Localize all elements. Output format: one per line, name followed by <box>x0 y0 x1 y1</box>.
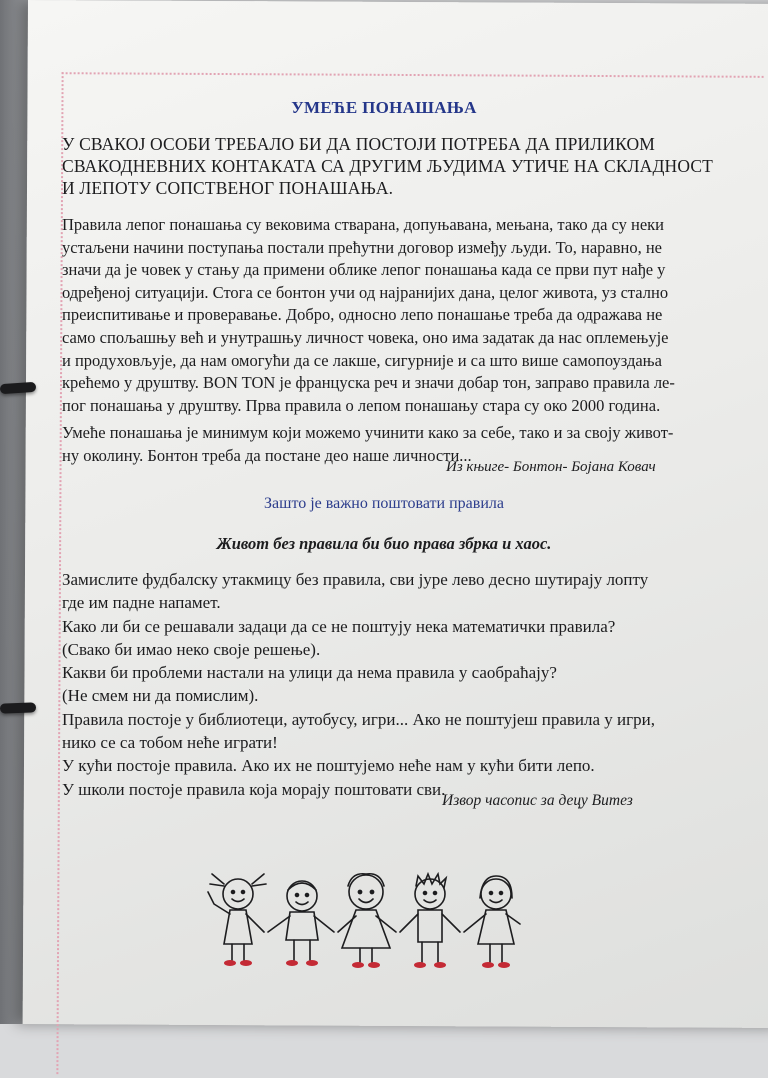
paragraph-line: ну околину. Бонтон треба да постане део наше личности... <box>62 445 472 465</box>
lead-line: СВАКОДНЕВНИХ КОНТАКАТА СА ДРУГИМ ЉУДИМА УТИЧЕ НА СКЛАДНОСТ <box>62 156 713 176</box>
lead-paragraph <box>62 133 752 199</box>
paragraph-line: (Свако би имао неко своје решење). <box>62 639 321 659</box>
citation-book: Из књиге- Бонтон- Бојана Ковач <box>446 459 656 475</box>
paragraph-line: значи да је човек у стању да примени облике лепог понашања када се први пут нађе у <box>62 260 666 280</box>
child-figure <box>464 876 520 962</box>
paragraph-line: и продуховљује, да нам омогући да се лакше, сигурније и са што више самопоуздања <box>62 350 662 370</box>
paragraph-line: Замислите фудбалску утакмицу без правила, сви јуре лево десно шутирају лопту <box>62 570 649 589</box>
paragraph-examples <box>62 568 752 801</box>
paragraph-line: нико се са тобом неће играти! <box>62 733 278 753</box>
paragraph-line: (Не смем ни да помислим). <box>62 686 259 706</box>
lead-line: У СВАКОЈ ОСОБИ ТРЕБАЛО БИ ДА ПОСТОЈИ ПОТРЕБА ДА ПРИЛИКОМ <box>62 134 655 154</box>
child-figure <box>268 881 334 960</box>
paragraph-line: само спољашњу већ и унутрашњу личност човека, оно има задатак да нас оплемењује <box>62 327 669 347</box>
paragraph-line: пог понашања у друштву. Прва правила о лепом понашању стара су око 2000 година. <box>62 395 661 415</box>
children-holding-hands-illustration <box>190 862 550 977</box>
paragraph-line: У школи постоје правила која морају поштовати сви. <box>62 779 446 799</box>
paragraph-line: У кући постоје правила. Ако их не поштујемо неће нам у кући бити лепо. <box>62 756 595 776</box>
bold-statement: Живот без правила би био права збрка и хаос. <box>216 534 552 553</box>
paragraph-line: устаљени начини поступања постали прећутни договор између људи. То, наравно, не <box>62 237 662 257</box>
paragraph-line: Правила лепог понашања су вековима стварана, допуњавана, мењана, тако да су неки <box>62 215 665 234</box>
paragraph-line: одређеној ситуацији. Стога се бонтон учи од најранијих дана, целог живота, уз стално <box>62 282 669 302</box>
paragraph-line: Како ли би се решавали задаци да се не поштују нека математички правила? <box>62 616 616 636</box>
child-figure <box>400 874 460 962</box>
child-figure <box>208 874 266 960</box>
document-title: УМЕЋЕ ПОНАШАЊА <box>291 98 477 117</box>
paragraph-line: преиспитивање и проверавање. Добро, односно лепо понашање треба да одражава не <box>62 305 663 325</box>
citation-magazine: Извор часопис за децу Витез <box>442 792 633 809</box>
child-figure <box>338 874 396 962</box>
paragraph-line: Правила постоје у библиотеци, аутобусу, игри... Ако не поштујеш правила у игри, <box>62 709 655 729</box>
paragraph-line: где им падне напамет. <box>62 593 221 613</box>
paragraph-line: Умеће понашања је минимум који можемо учинити како за себе, тако и за своју живот- <box>62 423 674 442</box>
paragraph-line: крећемо у друштву. BON TON је француска реч и значи добар тон, заправо правила ле- <box>62 373 675 393</box>
section-subheading: Зашто је важно поштовати правила <box>264 495 504 512</box>
paragraph-bonton-history <box>62 214 752 417</box>
lead-line: И ЛЕПОТУ СОПСТВЕНОГ ПОНАШАЊА. <box>62 178 394 198</box>
paragraph-line: Какви би проблеми настали на улици да нема правила у саобраћају? <box>62 663 557 683</box>
red-shoes <box>224 960 510 968</box>
